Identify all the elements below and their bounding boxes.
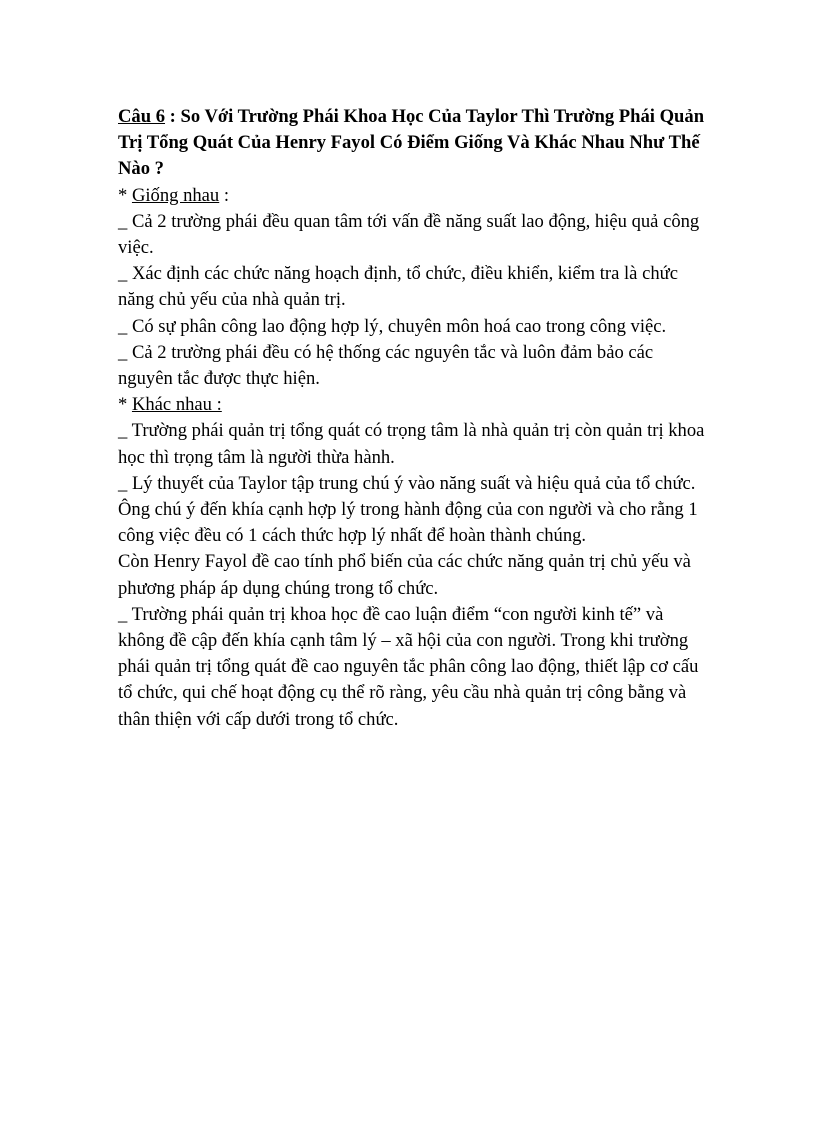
- similarity-item: _ Cả 2 trường phái đều có hệ thống các nguyên tắc và luôn đảm bảo các nguyên tắc được thực hiện.: [118, 341, 654, 390]
- question-title: [118, 104, 708, 183]
- difference-item: Còn Henry Fayol đề cao tính phổ biến của các chức năng quản trị chủ yếu và phương pháp áp dụng chúng trong tổ chức.: [118, 551, 691, 599]
- differences-marker: *: [118, 394, 132, 416]
- similarities-heading-text: Giống nhau: [131, 184, 220, 206]
- similarities-heading: [118, 183, 708, 209]
- similarities-heading-suffix: :: [219, 184, 230, 206]
- difference-item: _ Trường phái quản trị tổng quát có trọng tâm là nhà quản trị còn quản trị khoa học thì trọng tâm là người thừa hành.: [118, 420, 705, 468]
- similarity-item: _ Có sự phân công lao động hợp lý, chuyên môn hoá cao trong công việc.: [118, 315, 667, 337]
- similarity-item: _ Xác định các chức năng hoạch định, tổ chức, điều khiển, kiểm tra là chức năng chủ yếu của nhà quản trị.: [118, 263, 678, 311]
- question-label: Câu 6: [118, 106, 166, 127]
- difference-item: _ Lý thuyết của Taylor tập trung chú ý vào năng suất và hiệu quả của tổ chức. Ông chú ý đến khía cạnh hợp lý trong hành động của con người và cho rằng 1 công việc đều có 1 cách thức hợp lý nhất để hoàn thành chúng.: [118, 472, 698, 547]
- differences-heading-text: Khác nhau :: [131, 394, 222, 416]
- difference-item: _ Trường phái quản trị khoa học đề cao luận điểm “con người kinh tế” và không đề cập đến khía cạnh tâm lý – xã hội của con người. Trong khi trường phái quản trị tổng quát đề cao nguyên tắc phân công lao động, thiết lập cơ cấu tổ chức, qui chế hoạt động cụ thể rõ ràng, yêu cầu nhà quản trị công bằng và thân thiện với cấp dưới trong tổ chức.: [118, 603, 699, 730]
- similarity-item: _ Cả 2 trường phái đều quan tâm tới vấn đề năng suất lao động, hiệu quả công việc.: [118, 210, 700, 259]
- question-text: : So Với Trường Phái Khoa Học Của Taylor Thì Trường Phái Quản Trị Tổng Quát Của Henry Fayol Có Điểm Giống Và Khác Nhau Như Thế Nào ?: [118, 106, 705, 180]
- differences-heading: [118, 392, 708, 418]
- document-page: [118, 104, 708, 733]
- similarities-marker: *: [118, 184, 132, 206]
